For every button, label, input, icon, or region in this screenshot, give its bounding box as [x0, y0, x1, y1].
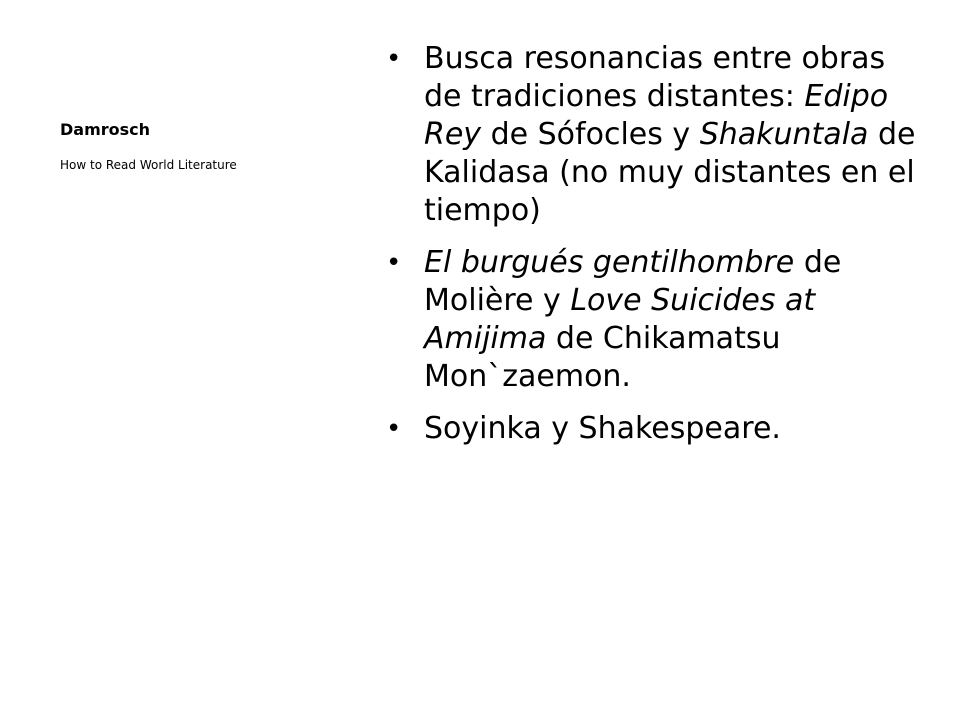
- bullet-3-segment-1: Soyinka y Shakespeare.: [424, 411, 781, 446]
- left-panel: [60, 118, 320, 174]
- bullet-text: [424, 41, 915, 228]
- bullet-1-segment-2: Edipo Rey: [424, 79, 889, 152]
- bullet-dot-icon: •: [386, 414, 402, 444]
- bullet-2-segment-2: de Molière y: [424, 245, 842, 318]
- bullet-text: [424, 411, 781, 446]
- bullet-1-segment-5: de Kalidasa (no muy distantes en el tiempo): [424, 117, 916, 228]
- bullet-list: [382, 40, 922, 462]
- bullet-1-segment-1: Busca resonancias entre obras de tradiciones distantes:: [424, 41, 886, 114]
- slide-subtitle: How to Read World Literature: [60, 158, 237, 172]
- bullet-dot-icon: •: [386, 44, 402, 74]
- bullet-text: [424, 245, 841, 394]
- bullet-item-3: [382, 410, 922, 448]
- bullet-1-segment-3: de Sófocles y: [481, 117, 700, 152]
- bullet-2-segment-3: Love Suicides at Amijima: [424, 283, 816, 356]
- bullet-2-segment-4: de Chikamatsu Mon`zaemon.: [424, 321, 781, 394]
- bullet-item-2: [382, 244, 922, 396]
- slide-title: Damrosch: [60, 120, 151, 139]
- bullet-1-segment-4: Shakuntala: [699, 117, 869, 152]
- bullet-dot-icon: •: [386, 248, 402, 278]
- bullet-item-1: [382, 40, 922, 230]
- bullet-2-segment-1: El burgués gentilhombre: [424, 245, 795, 280]
